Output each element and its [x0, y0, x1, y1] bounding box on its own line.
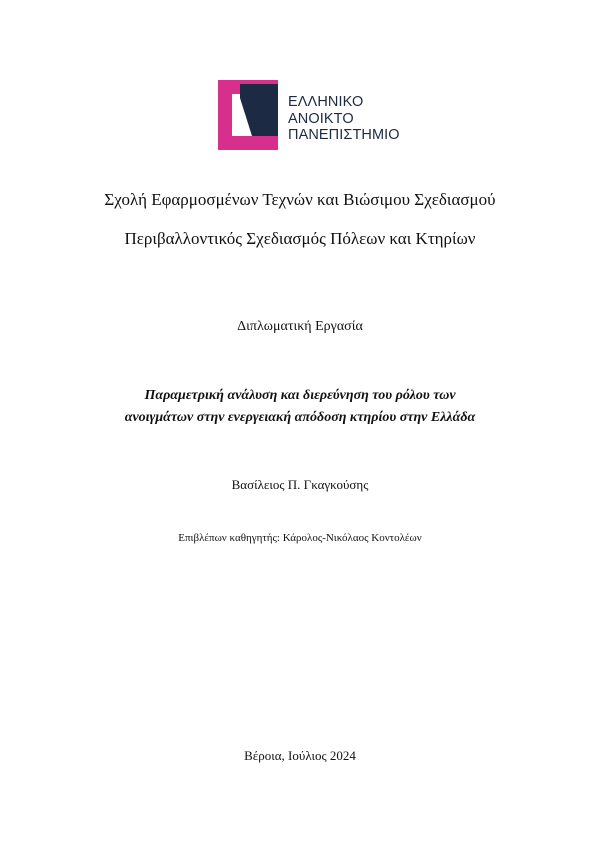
school-name: Σχολή Εφαρμοσμένων Τεχνών και Βιώσιμου Σχεδιασμού — [104, 190, 496, 209]
author-name: Βασίλειος Π. Γκαγκούσης — [231, 477, 369, 492]
university-name — [288, 94, 400, 144]
logo-line-2: ΑΝΟΙΚΤΟ — [288, 110, 354, 127]
document-type: Διπλωματική Εργασία — [237, 319, 363, 334]
thesis-title-line-1: Παραμετρική ανάλυση και διερεύνηση του ρόλου των — [144, 388, 456, 403]
university-logo-mark-icon — [216, 78, 280, 150]
place-and-date: Βέροια, Ιούλιος 2024 — [244, 748, 356, 763]
logo-line-1: ΕΛΛΗΝΙΚΟ — [288, 94, 364, 110]
university-logo — [216, 78, 416, 152]
logo-line-3: ΠΑΝΕΠΙΣΤΗΜΙΟ — [288, 127, 400, 143]
thesis-title — [0, 385, 600, 429]
supervisor: Επιβλέπων καθηγητής: Κάρολος-Νικόλαος Κοντολέων — [178, 532, 422, 544]
program-name: Περιβαλλοντικός Σχεδιασμός Πόλεων και Κτηρίων — [124, 229, 476, 248]
thesis-title-line-2: ανοιγμάτων στην ενεργειακή απόδοση κτηρίου στην Ελλάδα — [124, 410, 476, 425]
